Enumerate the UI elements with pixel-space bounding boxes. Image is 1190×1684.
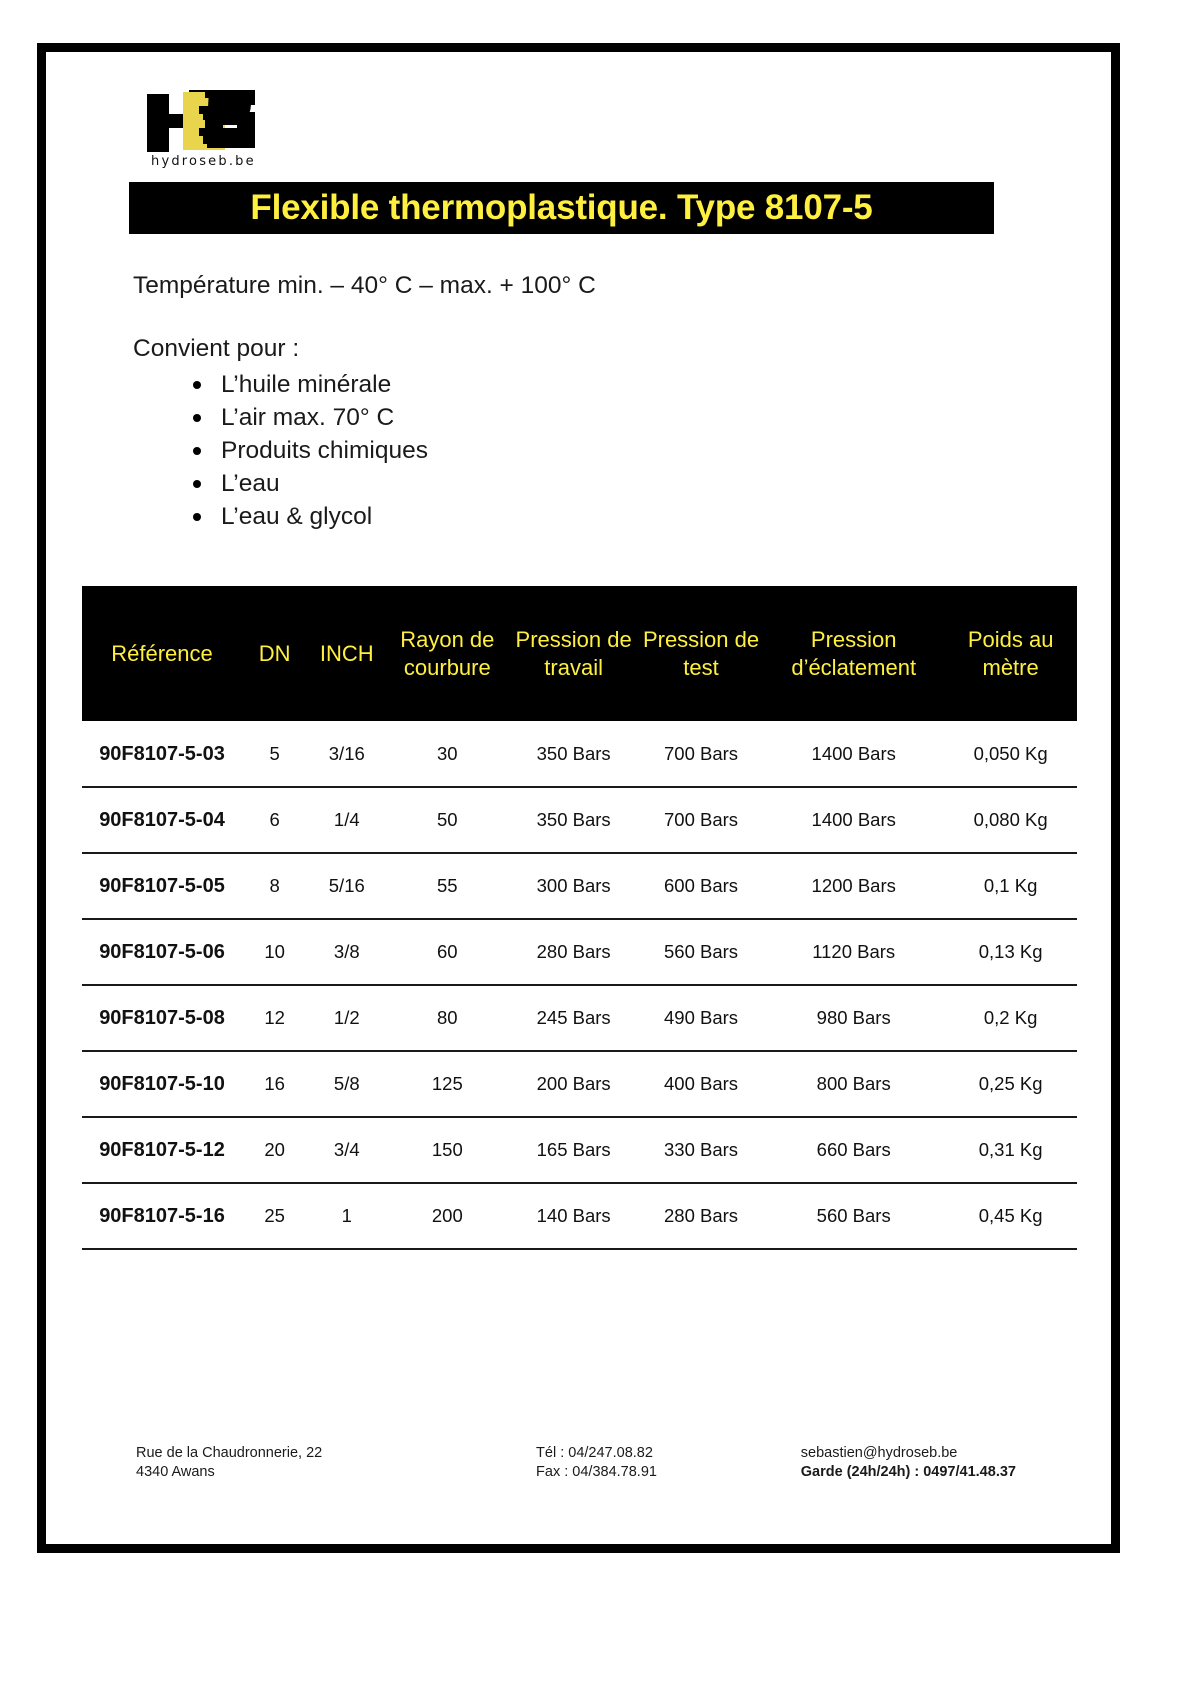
suitable-for-list xyxy=(166,368,666,533)
cell-pression-eclatement: 980 Bars xyxy=(763,985,944,1051)
table-row xyxy=(82,787,1077,853)
column-header-pression-test: Pression de test xyxy=(642,626,760,680)
cell-pression-eclatement: 1200 Bars xyxy=(763,853,944,919)
footer-duty-phone: Garde (24h/24h) : 0497/41.48.37 xyxy=(800,1464,1016,1480)
table-body xyxy=(82,721,1077,1249)
column-header-poids-metre: Poids au mètre xyxy=(967,626,1054,680)
title-banner xyxy=(129,182,994,234)
page-footer xyxy=(136,1444,1016,1482)
cell-poids: 0,25 Kg xyxy=(944,1051,1077,1117)
cell-reference: 90F8107-5-04 xyxy=(82,787,242,853)
cell-poids: 0,13 Kg xyxy=(944,919,1077,985)
cell-dn: 5 xyxy=(242,721,307,787)
cell-reference: 90F8107-5-06 xyxy=(82,919,242,985)
cell-pression-travail: 140 Bars xyxy=(508,1183,639,1249)
cell-inch: 3/8 xyxy=(307,919,386,985)
cell-rayon: 30 xyxy=(386,721,508,787)
list-item xyxy=(166,467,666,500)
footer-contact xyxy=(536,1444,657,1482)
cell-pression-travail: 350 Bars xyxy=(508,721,639,787)
list-item-label: Produits chimiques xyxy=(221,437,428,464)
specification-table xyxy=(82,586,1077,1250)
cell-pression-travail: 350 Bars xyxy=(508,787,639,853)
cell-pression-eclatement: 660 Bars xyxy=(763,1117,944,1183)
footer-fax: Fax : 04/384.78.91 xyxy=(536,1464,657,1480)
list-item xyxy=(166,500,666,533)
footer-email-duty xyxy=(801,1444,1016,1482)
cell-inch: 5/8 xyxy=(307,1051,386,1117)
footer-email[interactable]: sebastien@hydroseb.be xyxy=(800,1445,958,1461)
footer-phone: Tél : 04/247.08.82 xyxy=(536,1445,653,1461)
cell-poids: 0,1 Kg xyxy=(944,853,1077,919)
suitable-for-label: Convient pour : xyxy=(133,335,300,362)
footer-address-city: 4340 Awans xyxy=(136,1464,215,1480)
list-item xyxy=(166,368,666,401)
column-header-rayon-courbure: Rayon de courbure xyxy=(400,626,495,680)
cell-rayon: 200 xyxy=(386,1183,508,1249)
cell-inch: 3/16 xyxy=(307,721,386,787)
cell-pression-eclatement: 560 Bars xyxy=(763,1183,944,1249)
cell-dn: 16 xyxy=(242,1051,307,1117)
temperature-line: Température min. – 40° C – max. + 100° C xyxy=(133,272,596,299)
cell-rayon: 80 xyxy=(386,985,508,1051)
cell-pression-eclatement: 1120 Bars xyxy=(763,919,944,985)
cell-inch: 3/4 xyxy=(307,1117,386,1183)
cell-pression-test: 700 Bars xyxy=(639,787,763,853)
cell-dn: 25 xyxy=(242,1183,307,1249)
bullet-dot-icon xyxy=(193,381,201,389)
cell-rayon: 150 xyxy=(386,1117,508,1183)
bullet-dot-icon xyxy=(193,513,201,521)
cell-pression-travail: 165 Bars xyxy=(508,1117,639,1183)
cell-reference: 90F8107-5-05 xyxy=(82,853,242,919)
cell-pression-travail: 245 Bars xyxy=(508,985,639,1051)
table-row xyxy=(82,721,1077,787)
cell-poids: 0,31 Kg xyxy=(944,1117,1077,1183)
table-row xyxy=(82,1117,1077,1183)
column-header-inch: INCH xyxy=(319,640,374,666)
page-content xyxy=(46,52,1111,1544)
cell-rayon: 125 xyxy=(386,1051,508,1117)
cell-pression-travail: 280 Bars xyxy=(508,919,639,985)
bullet-dot-icon xyxy=(193,447,201,455)
cell-dn: 12 xyxy=(242,985,307,1051)
list-item-label: L’eau & glycol xyxy=(221,503,373,530)
cell-pression-eclatement: 1400 Bars xyxy=(763,721,944,787)
cell-reference: 90F8107-5-03 xyxy=(82,721,242,787)
cell-dn: 6 xyxy=(242,787,307,853)
table-header xyxy=(82,586,1077,721)
cell-rayon: 50 xyxy=(386,787,508,853)
cell-poids: 0,2 Kg xyxy=(944,985,1077,1051)
cell-poids: 0,080 Kg xyxy=(944,787,1077,853)
list-item-label: L’huile minérale xyxy=(221,371,392,398)
table-row xyxy=(82,985,1077,1051)
list-item-label: L’air max. 70° C xyxy=(221,404,395,431)
cell-poids: 0,050 Kg xyxy=(944,721,1077,787)
footer-address-street: Rue de la Chaudronnerie, 22 xyxy=(136,1445,323,1461)
footer-address xyxy=(136,1444,322,1482)
logo-wordmark: hydroseb.be xyxy=(151,154,256,169)
cell-pression-travail: 200 Bars xyxy=(508,1051,639,1117)
table-row xyxy=(82,919,1077,985)
cell-dn: 20 xyxy=(242,1117,307,1183)
cell-dn: 10 xyxy=(242,919,307,985)
list-item xyxy=(166,434,666,467)
table-row xyxy=(82,853,1077,919)
cell-pression-test: 400 Bars xyxy=(639,1051,763,1117)
column-header-dn: DN xyxy=(258,640,291,666)
cell-inch: 1/4 xyxy=(307,787,386,853)
cell-poids: 0,45 Kg xyxy=(944,1183,1077,1249)
cell-reference: 90F8107-5-12 xyxy=(82,1117,242,1183)
page-title: Flexible thermoplastique. Type 8107-5 xyxy=(250,188,873,227)
table-row xyxy=(82,1051,1077,1117)
column-header-reference: Référence xyxy=(111,640,213,666)
cell-rayon: 55 xyxy=(386,853,508,919)
cell-pression-test: 600 Bars xyxy=(639,853,763,919)
cell-pression-test: 560 Bars xyxy=(639,919,763,985)
cell-pression-test: 330 Bars xyxy=(639,1117,763,1183)
cell-inch: 1/2 xyxy=(307,985,386,1051)
cell-inch: 5/16 xyxy=(307,853,386,919)
cell-pression-test: 700 Bars xyxy=(639,721,763,787)
cell-pression-eclatement: 1400 Bars xyxy=(763,787,944,853)
hs-monogram-icon xyxy=(147,90,267,152)
list-item xyxy=(166,401,666,434)
cell-reference: 90F8107-5-08 xyxy=(82,985,242,1051)
cell-rayon: 60 xyxy=(386,919,508,985)
table-row xyxy=(82,1183,1077,1249)
cell-reference: 90F8107-5-10 xyxy=(82,1051,242,1117)
column-header-pression-travail: Pression de travail xyxy=(515,626,632,680)
bullet-dot-icon xyxy=(193,480,201,488)
list-item-label: L’eau xyxy=(221,470,280,497)
bullet-dot-icon xyxy=(193,414,201,422)
company-logo xyxy=(147,90,277,175)
cell-reference: 90F8107-5-16 xyxy=(82,1183,242,1249)
cell-pression-test: 490 Bars xyxy=(639,985,763,1051)
table-header-row xyxy=(82,586,1077,721)
cell-pression-travail: 300 Bars xyxy=(508,853,639,919)
cell-pression-test: 280 Bars xyxy=(639,1183,763,1249)
cell-dn: 8 xyxy=(242,853,307,919)
column-header-pression-eclatement: Pression d’éclatement xyxy=(791,626,917,680)
cell-inch: 1 xyxy=(307,1183,386,1249)
cell-pression-eclatement: 800 Bars xyxy=(763,1051,944,1117)
